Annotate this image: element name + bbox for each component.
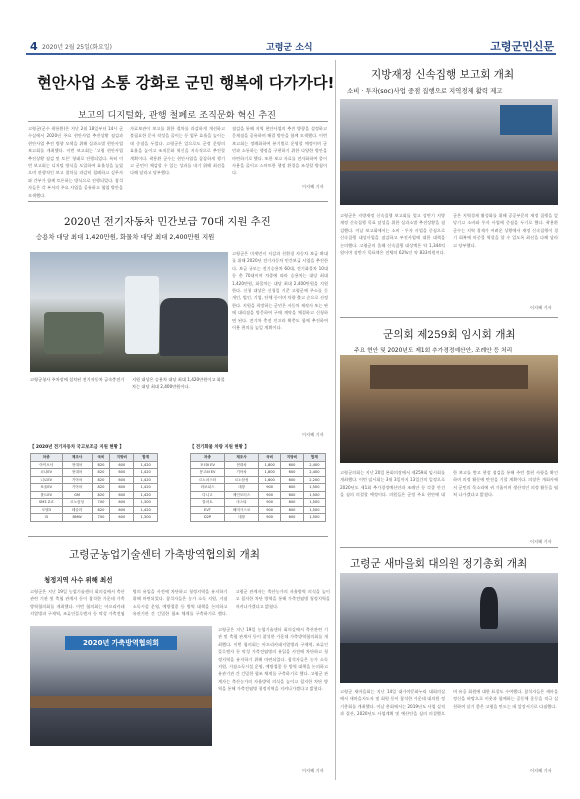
table-row <box>191 491 326 499</box>
table-cell: 1,420 <box>134 491 158 499</box>
table-header-cell: 국비 <box>92 454 110 462</box>
table-cell: 제인모터스 <box>225 491 259 499</box>
table-cell: 현대차 <box>62 461 92 469</box>
table-cell: 600 <box>281 469 303 477</box>
podium-shape <box>370 365 528 389</box>
table-cell: 900 <box>259 499 281 507</box>
table-cell: 600 <box>281 491 303 499</box>
table-cell: 쏘울EV <box>31 484 63 492</box>
table-cell: 1,500 <box>303 499 325 507</box>
table-cell: 테슬라 <box>62 506 92 514</box>
fiscal-meeting-photo <box>340 99 558 205</box>
article-headline: 군의회 제259회 임시회 개최 <box>383 329 516 341</box>
table-cell: 1,420 <box>134 461 158 469</box>
table-cell: 2,200 <box>303 476 325 484</box>
table-cell: 대창 <box>225 514 259 522</box>
article-subhead: 청정지역 사수 위해 최선 <box>44 576 113 584</box>
photo-caption: 고령군청사 주차장에 설치된 전기자동차 급속충전기 <box>30 377 125 382</box>
table-cell: 1,600 <box>259 476 281 484</box>
table-cell: 820 <box>92 484 110 492</box>
table-cell: 코나EV <box>31 469 63 477</box>
table-cell: 600 <box>281 484 303 492</box>
table-cell: 1,420 <box>134 469 158 477</box>
page-number: 4 <box>30 40 38 53</box>
table-cell: 쎄미시스코 <box>225 506 259 514</box>
table-cell: 900 <box>259 514 281 522</box>
table-cell: SM3 Z.E <box>31 499 63 507</box>
table-cell: 1,500 <box>303 514 325 522</box>
table-cell: 현대차 <box>62 469 92 477</box>
table-cell: 820 <box>92 469 110 477</box>
article-headline: 2020년 전기자동차 민간보급 70대 지원 추진 <box>64 216 271 228</box>
table-row <box>31 469 158 477</box>
table-cell: EVT <box>191 506 225 514</box>
photo-caption: 지원 대상은 승용차 대당 최대 1,420만원이고 화물차는 대당 최대 2,400만원이다. <box>132 377 225 389</box>
table-cell: 1,420 <box>134 476 158 484</box>
table-cell: 600 <box>110 506 134 514</box>
byline: 이지혜 기자 <box>302 432 324 437</box>
table-title: 【 전기화물 차량 지원 현황 】 <box>190 445 249 450</box>
table-cell: 1,500 <box>303 491 325 499</box>
table-cell: 900 <box>259 506 281 514</box>
speaker-figure <box>480 587 498 629</box>
article-headline: 고령군농업기술센터 가축방역협의회 개최 <box>69 549 260 561</box>
car-shape <box>160 298 228 356</box>
event-banner: 2020년 가축방역협의회 <box>65 636 177 650</box>
table-cell: 2,400 <box>303 469 325 477</box>
table-cell: 볼트EV <box>31 491 63 499</box>
article-body: 고령군(군수 곽용환)은 지난 2월 18일부터 14시 군수실에서 2020년 주요 현안사업 추진상황 점검과 현안사업 추진 방향 모색을 위해 실과소별 현안사업 보고회를 개최했다. 이번 보고회는 '고령 현안사업 추진상황 점검 및 토론' 형태로 진행되었다. 특히 이번 보고회는 디지털 방식을 도입하여 효율성을 높였으며 관행적인 보고 절차를 과감히 철폐하고 실무자와 간부가 함께 토론하는 방식으로 진행되었다. 참석자들은 각 부서의 주요 사업을 공유하고 협업 방안을 모색했다. <box>28 126 123 198</box>
table-header-cell: 합계 <box>303 454 325 462</box>
table-cell: 1,800 <box>259 469 281 477</box>
ev-subsidy-table <box>30 453 158 522</box>
meeting-table <box>340 161 558 171</box>
divider <box>28 201 328 202</box>
table-row <box>31 514 158 522</box>
table-row <box>31 499 158 507</box>
table-cell: 600 <box>110 476 134 484</box>
background-vehicle <box>44 312 104 354</box>
table-cell: 820 <box>92 461 110 469</box>
table-cell: 900 <box>259 491 281 499</box>
table-cell: 700 <box>92 514 110 522</box>
table-cell: 2,400 <box>303 461 325 469</box>
table-row <box>31 491 158 499</box>
article-subhead: 보고의 디지털화, 관행 철폐로 조직문화 혁신 추진 <box>78 110 276 121</box>
table-cell: 포터II EV <box>191 461 225 469</box>
table-cell: 600 <box>110 484 134 492</box>
livestock-meeting-photo <box>30 626 212 746</box>
screen-shape <box>500 105 552 135</box>
newspaper-name: 고령군민신문 <box>490 40 554 53</box>
table-row <box>191 469 326 477</box>
table-cell: 600 <box>281 506 303 514</box>
table-cell: 1,420 <box>134 506 158 514</box>
table-cell: BMW <box>62 514 92 522</box>
table-row <box>191 506 326 514</box>
column-divider <box>335 60 336 780</box>
divider <box>340 547 558 548</box>
article-body: 고령군은 지난 19일 농업기술센터 회의실에서 축산관련 기관 및 축협 관계자 등이 참석한 가운데 가축방역협의회를 개최했다. 이번 협의회는 아프리카돼지열병과 구제역, 조류인플루엔자 등 악성 가축전염병의 유입을 사전에 차단하고 청정지역을 유지하기 위해 마련되었다. 참석자들은 농가 소독 지원, 거점소독시설 운영, 예방접종 등 방역 대책을 논의하고 유관기관 간 긴밀한 협조 체계를 구축하기로 했다. 고령군 관계자는 축산농가의 자율방역 의식을 높이고 철저한 차단 방역을 통해 가축전염병 청정지역을 지켜나가겠다고 밝혔다. <box>30 589 330 617</box>
article-body: 고령군은 미세먼지 저감과 친환경 자동차 보급 확대를 위해 2020년 전기자동차 민간보급 사업을 추진한다. 보급 규모는 전기승용차 60대, 전기화물차 10대 등 총 70대이며 차종에 따라 승용차는 대당 최대 1,420만원, 화물차는 대당 최대 2,400만원을 지원한다. 신청 대상은 신청일 기준 고령군에 주소를 둔 개인, 법인, 기업, 단체 등이며 차량 출고 순으로 선정한다. 지원을 희망하는 군민은 자동차 제작사 또는 판매 대리점을 방문하여 구매 계약을 체결하고 신청하면 된다. 전기차 충전 인프라 확충도 함께 추진하여 이용 편의를 높일 계획이다. <box>232 251 328 331</box>
table-cell: 기아차 <box>62 484 92 492</box>
table-row <box>31 461 158 469</box>
article-headline: 고령군 새마을회 대의원 정기총회 개최 <box>350 558 528 570</box>
table-row <box>31 506 158 514</box>
table-cell: 600 <box>110 469 134 477</box>
table-header-cell: 제조사 <box>62 454 92 462</box>
table-title: 【 2020년 전기자동차 국고보조금 지원 현황 】 <box>30 445 124 450</box>
article-body: 자료보관이 보고를 위한 절차를 과감하게 개선하고 불필요한 문서 작성을 줄이는 등 업무 효율을 높이는 데 중점을 두었다. 고령군은 앞으로도 군정 운영의 효율을 높이고 조직문화 혁신을 지속적으로 추진할 계획이다. 곽용환 군수는 현안사업을 꼼꼼하게 챙기고 군민이 체감할 수 있는 성과를 내기 위해 최선을 다해 달라고 당부했다. <box>130 126 225 176</box>
table-cell: 르노삼성 <box>62 499 92 507</box>
table-cell: 600 <box>110 499 134 507</box>
table-cell: 1,420 <box>134 484 158 492</box>
table-row <box>191 484 326 492</box>
table-cell: 봉고III EV <box>191 469 225 477</box>
article-headline: 지방재정 신속집행 보고회 개최 <box>371 69 515 81</box>
table-cell: 니로EV <box>31 476 63 484</box>
divider <box>28 121 328 122</box>
article-headline: 현안사업 소통 강화로 군민 행복에 다가가다! <box>37 74 335 92</box>
table-cell: 820 <box>92 476 110 484</box>
table-header-cell: 지방비 <box>281 454 303 462</box>
table-cell: 1,500 <box>303 484 325 492</box>
issue-date: 2020년 2월 25일(화요일) <box>42 44 112 51</box>
meeting-table <box>30 696 212 708</box>
charger-shape <box>125 276 159 354</box>
table-cell: 기아차 <box>62 476 92 484</box>
table-cell: 르노삼성 <box>225 476 259 484</box>
table-cell: 1,300 <box>134 499 158 507</box>
council-session-photo <box>340 355 558 463</box>
table-cell: 820 <box>92 506 110 514</box>
table-row <box>191 499 326 507</box>
article-body: 고령군의회는 지난 20일 본회의장에서 제259회 임시회를 개최했다. 이번 임시회는 3월 3일까지 13일간의 일정으로 2020년도 제1회 추가경정예산안과 조례안 등 각종 안건을 심의 의결할 예정이다. 의원들은 군정 주요 현안에 대한 보고를 받고 현장 점검을 통해 주민 불편 사항을 확인하며 의정 활동에 만전을 기할 계획이다. 의장은 개회사에서 군민의 목소리에 귀 기울이며 생산적인 의정 활동을 펼쳐 나가겠다고 밝혔다. <box>340 470 558 498</box>
table-cell: 600 <box>281 499 303 507</box>
table-cell: 1,800 <box>259 461 281 469</box>
table-cell: 600 <box>281 514 303 522</box>
table-header-row <box>31 454 158 462</box>
table-cell: 700 <box>92 499 110 507</box>
page-header <box>26 38 556 55</box>
article-subhead: 주요 현안 및 2020년도 제1회 추가경정예산안, 조례안 등 처리 <box>354 348 513 354</box>
byline: 이지혜 기자 <box>530 305 552 310</box>
ev-truck-table <box>190 453 326 522</box>
table-cell: 600 <box>110 461 134 469</box>
section-title: 고령군 소식 <box>266 43 313 53</box>
table-header-cell: 차종 <box>191 454 225 462</box>
table-cell: 600 <box>110 514 134 522</box>
table-row <box>191 514 326 522</box>
audience-shape <box>340 643 558 683</box>
table-cell: 900 <box>259 484 281 492</box>
table-row <box>191 461 326 469</box>
divider <box>28 536 328 537</box>
table-cell: 600 <box>281 461 303 469</box>
table-cell: D2P <box>191 514 225 522</box>
table-cell: 1,500 <box>303 506 325 514</box>
byline: 이지혜 기자 <box>530 539 552 544</box>
table-row <box>31 476 158 484</box>
article-subhead: 소비 · 투자(soc)사업 중점 집행으로 지역경제 활력 제고 <box>347 87 503 95</box>
table-header-cell: 제조사 <box>225 454 259 462</box>
article-body: 고령군은 지난 19일 농업기술센터 회의실에서 축산관련 기관 및 축협 관계자 등이 참석한 가운데 가축방역협의회를 개최했다. 이번 협의회는 아프리카돼지열병과 구제역, 조류인플루엔자 등 악성 가축전염병의 유입을 사전에 차단하고 청정지역을 유지하기 위해 마련되었다. 참석자들은 농가 소독 지원, 거점소독시설 운영, 예방접종 등 방역 대책을 논의하고 유관기관 간 긴밀한 협조 체계를 구축하기로 했다. 고령군 관계자는 축산농가의 자율방역 의식을 높이고 철저한 차단 방역을 통해 가축전염병 청정지역을 지켜나가겠다고 밝혔다. <box>218 627 328 692</box>
table-cell: 라보피스 <box>191 484 225 492</box>
byline: 이지혜 기자 <box>302 184 324 189</box>
table-header-cell: 차종 <box>31 454 63 462</box>
saemaul-meeting-photo <box>340 573 558 683</box>
article-body: 고령군 새마을회는 지난 14일 대가야문화누리 대회의실에서 새마을지도자 및 회원 등이 참석한 가운데 대의원 정기총회를 개최했다. 이날 총회에서는 2019년도 사업 실적과 결산, 2020년도 사업계획 및 예산안을 심의 의결했으며 유공 회원에 대한 표창도 수여했다. 참석자들은 새마을 정신을 바탕으로 이웃과 함께하는 공동체 운동을 적극 실천하여 살기 좋은 고령을 만드는 데 앞장서기로 다짐했다. <box>340 689 558 717</box>
table-cell: 다니고 <box>191 491 225 499</box>
table-cell: 600 <box>110 491 134 499</box>
ev-charger-photo <box>30 252 228 372</box>
table-cell: 아이오닉 <box>31 461 63 469</box>
article-body: 점검을 통해 지역 현안사업의 추진 방향을 설정하고 문제점을 공유하며 해결 방안을 함께 모색했다. 이번 보고회는 정례화하여 분기별로 운영할 예정이며 군민과 소통하는 행정을 구현하기 위한 다양한 방안을 마련하기로 했다. 또한 보고 자료를 전자화하여 종이 사용을 줄이고 스마트한 행정 환경을 조성할 방침이다. <box>232 126 327 176</box>
divider <box>340 317 558 318</box>
byline: 이지혜 기자 <box>530 768 552 773</box>
table-header-cell: 국비 <box>259 454 281 462</box>
table-header-row <box>191 454 326 462</box>
table-cell: 기아차 <box>225 469 259 477</box>
table-cell: i3 <box>31 514 63 522</box>
table-cell: 600 <box>281 476 303 484</box>
article-body: 고령군은 지방재정 신속집행 보고회를 열고 상반기 지방재정 신속집행 목표 달성을 위한 실과소별 추진상황을 점검했다. 이날 보고회에서는 소비 · 투자 사업을 중심으로 신속집행 대상사업을 점검하고 부진사업에 대한 대책을 논의했다. 고령군의 올해 신속집행 대상액은 약 1,344억원이며 상반기 목표액은 전체의 62%인 약 833억원이다. 군은 지역경제 활성화를 위해 공공부문의 재정 집행을 앞당기고 소비와 투자 사업에 중점을 두기로 했다. 곽용환 군수는 지역 경제가 어려운 상황에서 재정 신속집행이 경기 회복에 마중물 역할을 할 수 있도록 최선을 다해 달라고 당부했다. <box>340 213 558 256</box>
table-row <box>31 484 158 492</box>
table-cell: 1,300 <box>134 514 158 522</box>
table-cell: 대창 <box>225 484 259 492</box>
byline: 이지혜 기자 <box>302 768 324 773</box>
table-cell: 마스타 <box>225 499 259 507</box>
table-cell: 르노마스터 <box>191 476 225 484</box>
table-cell: GM <box>62 491 92 499</box>
table-cell: 모델3 <box>31 506 63 514</box>
table-header-cell: 지방비 <box>110 454 134 462</box>
table-cell: 820 <box>92 491 110 499</box>
table-row <box>191 476 326 484</box>
table-cell: 칼마토 <box>191 499 225 507</box>
table-cell: 현대차 <box>225 461 259 469</box>
article-subhead: 승용차 대당 최대 1,420만원, 화물차 대당 최대 2,400만원 지원 <box>36 233 215 241</box>
table-header-cell: 합계 <box>134 454 158 462</box>
